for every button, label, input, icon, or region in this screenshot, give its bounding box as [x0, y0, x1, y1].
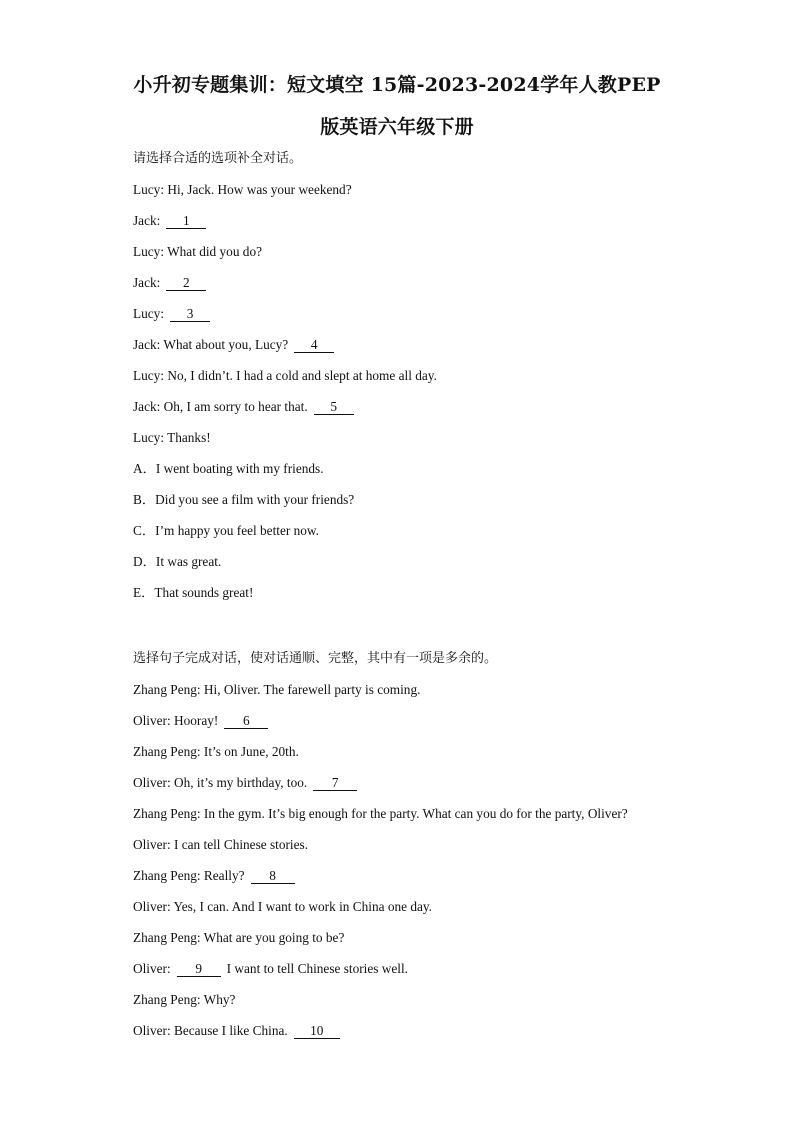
dialogue-text: Zhang Peng: In the gym. It’s big enough for the party. What can you do for the party, Oliver?: [133, 806, 628, 821]
dialogue-text: Lucy: No, I didn’t. I had a cold and slept at home all day.: [133, 368, 437, 383]
document-title-line-1: 小升初专题集训：短文填空 15篇-2023-2024学年人教PEP: [133, 74, 661, 96]
dialogue-line: [133, 1015, 733, 1046]
dialogue-text: Zhang Peng: What are you going to be?: [133, 930, 345, 945]
dialogue-text: Lucy: Thanks!: [133, 430, 211, 445]
dialogue-text: Lucy: Hi, Jack. How was your weekend?: [133, 182, 352, 197]
dialogue-text: Oliver: Oh, it’s my birthday, too.: [133, 775, 308, 790]
option-item: D．It was great.: [133, 554, 222, 569]
answer-blank[interactable]: 6: [224, 714, 268, 729]
dialogue-line: [133, 360, 733, 391]
document-title-line-2: 版英语六年级下册: [320, 116, 474, 138]
answer-blank[interactable]: 2: [166, 276, 206, 291]
dialogue-line: [133, 953, 733, 984]
answer-blank[interactable]: 9: [177, 962, 221, 977]
option-item: B．Did you see a film with your friends?: [133, 492, 355, 507]
dialogue-line: [133, 860, 733, 891]
answer-blank[interactable]: 8: [251, 869, 295, 884]
dialogue-line: [133, 391, 733, 422]
dialogue-text: Jack:: [133, 275, 161, 290]
dialogue-text: Lucy: What did you do?: [133, 244, 263, 259]
option-item: C．I’m happy you feel better now.: [133, 523, 319, 538]
dialogue-text: Oliver: Because I like China.: [133, 1023, 288, 1038]
dialogue-line: [133, 705, 733, 736]
dialogue-text: Oliver: I can tell Chinese stories.: [133, 837, 309, 852]
dialogue-line: [133, 298, 733, 329]
dialogue-text: Jack: What about you, Lucy?: [133, 337, 289, 352]
dialogue-line: [133, 267, 733, 298]
dialogue-line: [133, 205, 733, 236]
dialogue-line: [133, 891, 733, 922]
option-item: E．That sounds great!: [133, 585, 254, 600]
answer-blank[interactable]: 7: [313, 776, 357, 791]
dialogue-text: Lucy:: [133, 306, 165, 321]
dialogue-line: [133, 236, 733, 267]
dialogue-text: Oliver: Yes, I can. And I want to work in China one day.: [133, 899, 433, 914]
dialogue-text: Zhang Peng: Hi, Oliver. The farewell party is coming.: [133, 682, 421, 697]
dialogue-text-after: I want to tell Chinese stories well.: [226, 961, 408, 976]
answer-blank[interactable]: 5: [314, 400, 354, 415]
dialogue-line: [133, 329, 733, 360]
dialogue-line: [133, 736, 733, 767]
dialogue-line: [133, 422, 733, 453]
dialogue-line: [133, 767, 733, 798]
dialogue-text: Oliver:: [133, 961, 171, 976]
answer-blank[interactable]: 10: [294, 1024, 340, 1039]
answer-blank[interactable]: 3: [170, 307, 210, 322]
answer-blank[interactable]: 1: [166, 214, 206, 229]
dialogue-line: [133, 798, 733, 829]
answer-blank[interactable]: 4: [294, 338, 334, 353]
dialogue-text: Zhang Peng: Really?: [133, 868, 245, 883]
dialogue-text: Oliver: Hooray!: [133, 713, 219, 728]
dialogue-line: [133, 674, 733, 705]
section-1-instruction: 请选择合适的选项补全对话。: [133, 151, 303, 166]
dialogue-text: Jack: Oh, I am sorry to hear that.: [133, 399, 308, 414]
section-2-instruction: 选择句子完成对话，使对话通顺、完整，其中有一项是多余的。: [133, 651, 498, 666]
option-item: A．I went boating with my friends.: [133, 461, 324, 476]
dialogue-text: Jack:: [133, 213, 161, 228]
dialogue-line: [133, 984, 733, 1015]
dialogue-text: Zhang Peng: Why?: [133, 992, 236, 1007]
dialogue-line: [133, 922, 733, 953]
dialogue-line: [133, 829, 733, 860]
section-1: [133, 143, 733, 608]
section-2: [133, 643, 733, 1046]
dialogue-text: Zhang Peng: It’s on June, 20th.: [133, 744, 299, 759]
dialogue-line: [133, 174, 733, 205]
